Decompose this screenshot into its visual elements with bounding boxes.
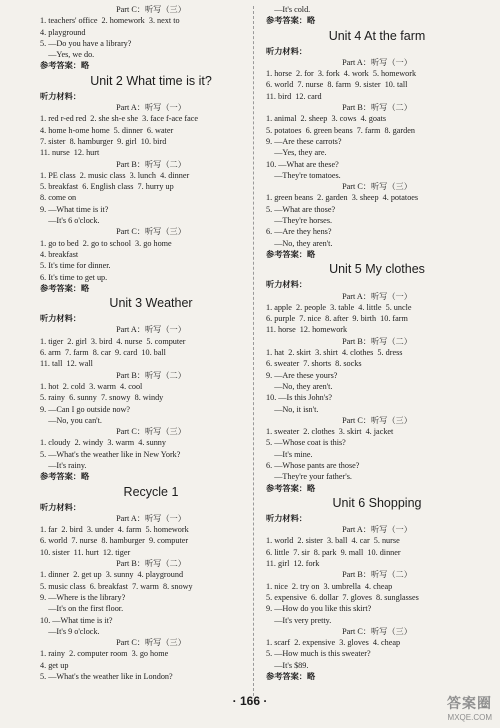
text-line: —It's 6 o'clock. — [40, 216, 100, 226]
text-line: 6. —Are they hens? — [266, 227, 332, 237]
text-line: 1. scarf 2. expensive 3. gloves 4. cheap — [266, 638, 401, 648]
part-heading: Part B：听写（二） — [116, 559, 186, 569]
text-line: 1. cloudy 2. windy 3. warm 4. sunny — [40, 438, 166, 448]
section-label: 参考答案：略 — [266, 249, 316, 259]
text-line: 11. tall 12. wall — [40, 359, 93, 369]
section-label: 参考答案：略 — [266, 672, 316, 682]
part-heading: Part C：听写（三） — [116, 227, 186, 237]
text-line: 9. —Where is the library? — [40, 592, 126, 602]
text-line: —It's 9 o'clock. — [40, 626, 100, 636]
text-line: 7. sister 8. hamburger 9. girl 10. bird — [40, 136, 167, 146]
text-line: 6. little 7. sir 8. park 9. mall 10. dinner — [266, 547, 401, 557]
part-heading: Part B：听写（二） — [342, 103, 412, 113]
text-line: —No, it isn't. — [266, 404, 319, 414]
unit-heading: Unit 4 At the farm — [328, 28, 426, 43]
text-line: 1. green beans 2. garden 3. sheep 4. potatoes — [266, 193, 419, 203]
text-line: 6. It's time to get up. — [40, 272, 108, 282]
text-line: —They're horses. — [266, 216, 333, 226]
text-line: —Yes, they are. — [266, 148, 327, 158]
text-line: 1. animal 2. sheep 3. cows 4. goats — [266, 114, 387, 124]
unit-heading: Unit 3 Weather — [109, 296, 193, 311]
section-label: 参考答案：略 — [266, 16, 316, 26]
text-line: —It's rainy. — [40, 460, 87, 470]
text-line: 5. breakfast 6. English class 7. hurry up — [40, 182, 174, 192]
section-label: 参考答案：略 — [40, 283, 90, 293]
part-heading: Part A：听写（一） — [116, 513, 186, 523]
text-line: 5. expensive 6. dollar 7. gloves 8. sunglasses — [266, 592, 419, 602]
text-line: 4. playground — [40, 27, 86, 37]
text-line: 11. horse 12. homework — [266, 325, 348, 335]
text-line: 5. music class 6. breakfast 7. warm 8. snowy — [40, 581, 193, 591]
unit-heading: Recycle 1 — [123, 484, 179, 499]
unit-heading: Unit 5 My clothes — [329, 262, 425, 277]
text-line: 9. —How do you like this skirt? — [266, 604, 372, 614]
watermark-site: MXQE.COM — [447, 713, 492, 722]
part-heading: Part B：听写（二） — [116, 370, 186, 380]
text-line: 1. nice 2. try on 3. umbrella 4. cheap — [266, 581, 393, 591]
part-heading: Part A：听写（一） — [116, 103, 186, 113]
text-line: 6. sweater 7. shorts 8. socks — [266, 359, 362, 369]
text-line: —It's mine. — [266, 449, 313, 459]
text-line: 5. —What's the weather like in New York? — [40, 449, 181, 459]
column-divider — [253, 6, 254, 696]
text-line: 10. —What are these? — [266, 159, 339, 169]
text-line: 1. go to bed 2. go to school 3. go home — [40, 238, 172, 248]
text-line: 5. potatoes 6. green beans 7. farm 8. garden — [266, 125, 415, 135]
text-line: —They're tomatoes. — [266, 170, 341, 180]
text-line: 11. girl 12. fork — [266, 559, 320, 569]
text-line: 5. —How much is this sweater? — [266, 649, 371, 659]
text-line: 1. red r-ed red 2. she sh-e she 3. face f-ace face — [40, 114, 199, 124]
part-heading: Part A：听写（一） — [342, 291, 412, 301]
text-line: 10. sister 11. hurt 12. tiger — [40, 547, 131, 557]
text-line: 1. sweater 2. clothes 3. skirt 4. jacket — [266, 427, 394, 437]
text-line: 1. far 2. bird 3. under 4. farm 5. homework — [40, 525, 189, 535]
text-line: 8. come on — [40, 193, 77, 203]
page-number: · 166 · — [232, 694, 268, 708]
text-line: 6. world 7. nurse 8. farm 9. sister 10. tall — [266, 80, 408, 90]
text-line: —It's very pretty. — [266, 615, 332, 625]
text-line: 11. nurse 12. hurt — [40, 148, 100, 158]
text-line: 5. rainy 6. sunny 7. snowy 8. windy — [40, 393, 164, 403]
text-line: 1. rainy 2. computer room 3. go home — [40, 649, 169, 659]
text-line: 1. horse 2. for 3. fork 4. work 5. homework — [266, 69, 417, 79]
section-label: 听力材料： — [40, 91, 81, 101]
text-line: —They're your father's. — [266, 472, 352, 482]
part-heading: Part C：听写（三） — [342, 182, 412, 192]
text-line: 10. —Is this John's? — [266, 393, 333, 403]
text-line: 5. —What are those? — [266, 204, 336, 214]
text-line: 4. get up — [40, 660, 69, 670]
left-column — [40, 4, 262, 682]
text-line: 11. bird 12. card — [266, 91, 322, 101]
text-line: 4. breakfast — [40, 249, 79, 259]
section-label: 听力材料： — [266, 280, 307, 290]
part-heading: Part A：听写（一） — [342, 525, 412, 535]
part-heading: Part A：听写（一） — [342, 57, 412, 67]
text-line: 4. home h-ome home 5. dinner 6. water — [40, 125, 174, 135]
text-line: 9. —Can I go outside now? — [40, 404, 131, 414]
text-line: 9. —What time is it? — [40, 204, 109, 214]
part-heading: Part B：听写（二） — [342, 336, 412, 346]
text-line: —It's $89. — [266, 660, 309, 670]
unit-heading: Unit 6 Shopping — [332, 495, 422, 510]
section-label: 参考答案：略 — [40, 472, 90, 482]
part-heading: Part B：听写（二） — [342, 570, 412, 580]
part-heading: Part B：听写（二） — [116, 159, 186, 169]
text-line: 9. —Are these yours? — [266, 370, 338, 380]
section-label: 听力材料： — [40, 314, 81, 324]
text-line: —It's cold. — [266, 5, 311, 14]
text-line: 6. world 7. nurse 8. hamburger 9. computer — [40, 536, 189, 546]
part-heading: Part A：听写（一） — [116, 325, 186, 335]
watermark-logo — [447, 693, 492, 722]
text-line: 9. —Are these carrots? — [266, 136, 342, 146]
text-line: 6. purple 7. nice 8. after 9. birth 10. farm — [266, 314, 408, 324]
text-line: 6. arm 7. farm 8. car 9. card 10. ball — [40, 348, 166, 358]
text-line: —No, they aren't. — [266, 238, 333, 248]
part-heading: Part C：听写（三） — [116, 5, 186, 14]
part-heading: Part C：听写（三） — [116, 638, 186, 648]
text-line: 1. tiger 2. girl 3. bird 4. nurse 5. computer — [40, 336, 186, 346]
text-line: 1. apple 2. people 3. table 4. little 5. uncle — [266, 302, 412, 312]
part-heading: Part C：听写（三） — [342, 415, 412, 425]
text-line: 1. PE class 2. music class 3. lunch 4. dinner — [40, 170, 190, 180]
text-line: 1. hat 2. skirt 3. shirt 4. clothes 5. dress — [266, 348, 403, 358]
text-line: 1. world 2. sister 3. ball 4. car 5. nurse — [266, 536, 400, 546]
right-column — [266, 4, 488, 682]
text-line: 5. —What's the weather like in London? — [40, 672, 173, 682]
section-label: 听力材料： — [40, 502, 81, 512]
part-heading: Part C：听写（三） — [342, 626, 412, 636]
section-label: 参考答案：略 — [266, 483, 316, 493]
section-label: 听力材料： — [266, 46, 307, 56]
text-line: —No, you can't. — [40, 415, 102, 425]
text-line: 6. —Whose pants are those? — [266, 460, 360, 470]
watermark-text: 答案圈 — [447, 695, 492, 711]
text-line: 1. teachers' office 2. homework 3. next to — [40, 16, 180, 26]
text-line: 5. It's time for dinner. — [40, 261, 111, 271]
text-line: 1. dinner 2. get up 3. sunny 4. playground — [40, 570, 184, 580]
text-line: —No, they aren't. — [266, 381, 333, 391]
text-line: 1. hot 2. cold 3. warm 4. cool — [40, 381, 143, 391]
text-line: 10. —What time is it? — [40, 615, 113, 625]
text-line: —It's on the first floor. — [40, 604, 124, 614]
text-line: —Yes, we do. — [40, 50, 95, 60]
section-label: 听力材料： — [266, 513, 307, 523]
text-line: 5. —Do you have a library? — [40, 38, 132, 48]
text-line: 5. —Whose coat is this? — [266, 438, 346, 448]
section-label: 参考答案：略 — [40, 61, 90, 71]
part-heading: Part C：听写（三） — [116, 427, 186, 437]
unit-heading: Unit 2 What time is it? — [90, 73, 212, 88]
